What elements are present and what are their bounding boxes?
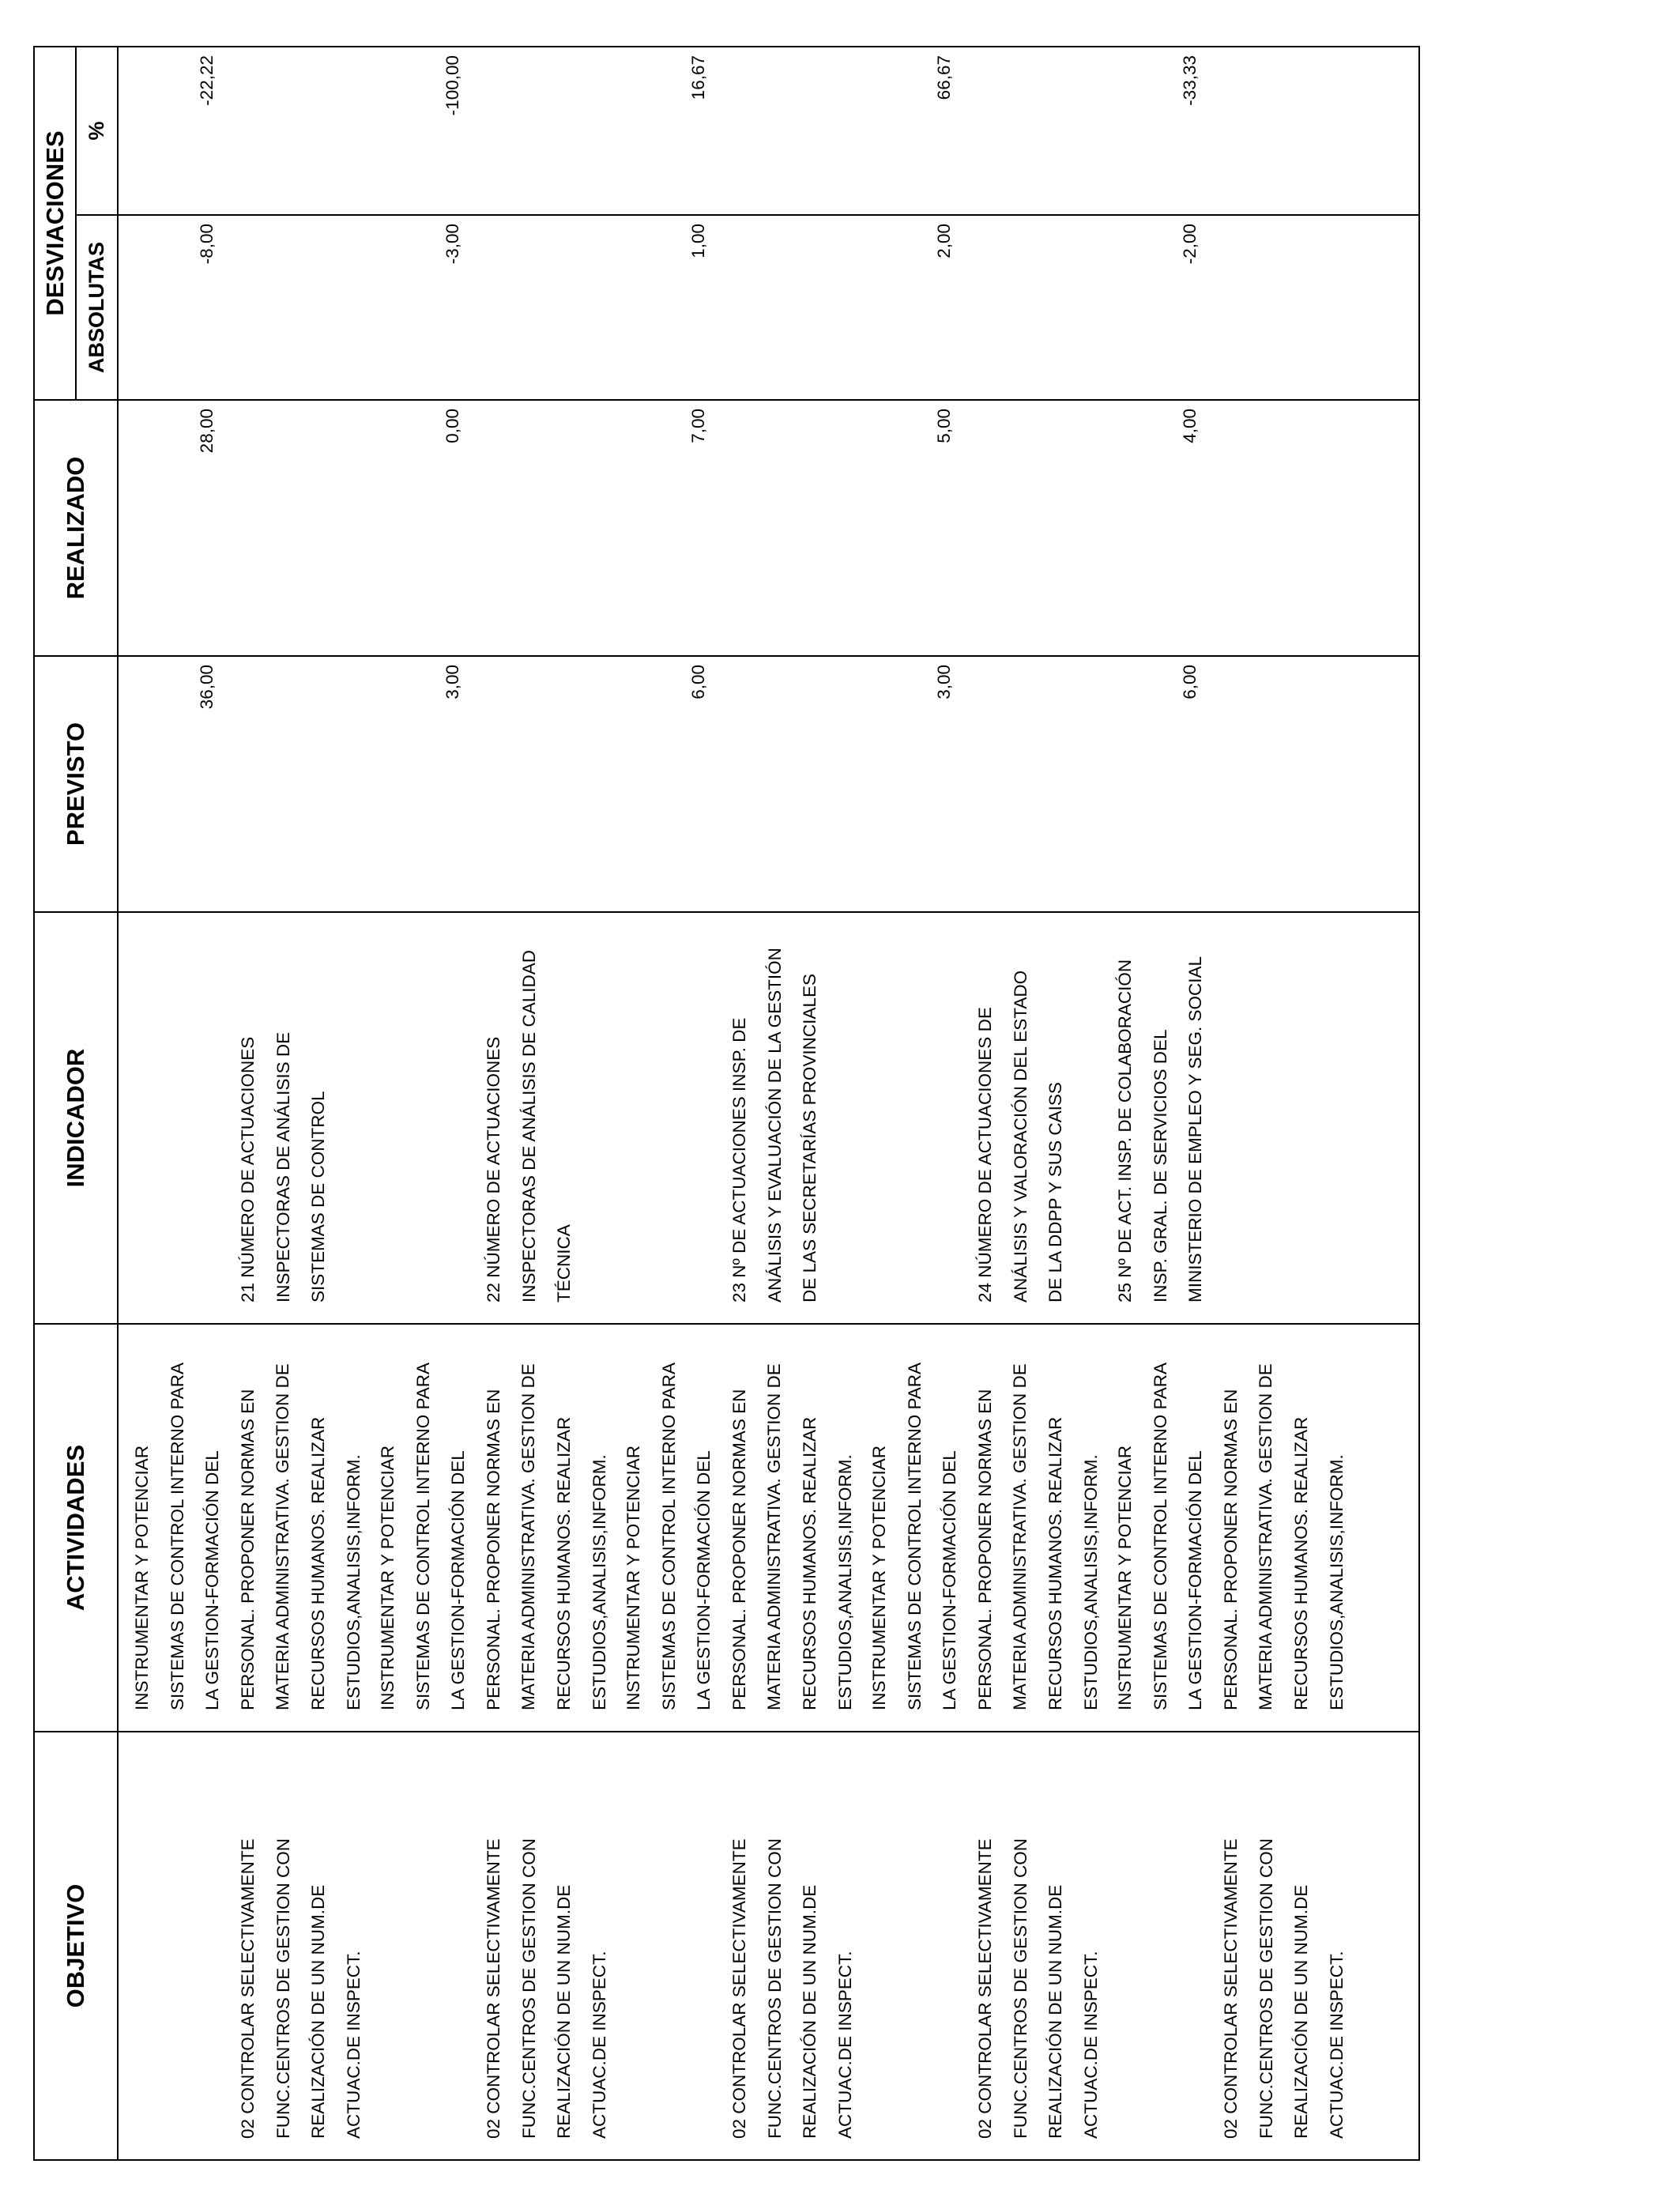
absolutas-value: 1,00 — [688, 224, 708, 258]
absolutas-value: -3,00 — [443, 224, 462, 265]
indicador-cell: 25 Nº DE ACT. INSP. DE COLABORACIÓN INSP. GRAL. DE SERVICIOS DEL MINISTERIO DE EMPLEO Y SEG. SOCIAL — [1115, 956, 1206, 1302]
objetivo-cell: 02 CONTROLAR SELECTIVAMENTE FUNC.CENTROS DE GESTION CON REALIZACIÓN DE UN NUM.DE ACTUAC.DE INSPECT. — [238, 1838, 363, 2139]
header-row — [34, 47, 76, 2160]
realizado-value: 5,00 — [934, 409, 954, 443]
porcentaje-value: -100,00 — [443, 55, 462, 116]
objetivo-cell: 02 CONTROLAR SELECTIVAMENTE FUNC.CENTROS DE GESTION CON REALIZACIÓN DE UN NUM.DE ACTUAC.DE INSPECT. — [975, 1838, 1101, 2139]
header-objetivo: OBJETIVO — [34, 1732, 118, 2160]
objetivo-column — [118, 1732, 1419, 2160]
header-previsto: PREVISTO — [34, 656, 118, 912]
actividades-cell: INSTRUMENTAR Y POTENCIAR SISTEMAS DE CONTROL INTERNO PARA LA GESTION-FORMACIÓN DEL PERSONAL. PROPONER NORMAS EN MATERIA ADMINISTRATIVA. GESTION DE RECURSOS HUMANOS. REALIZAR ESTUDIOS,ANALISIS,INFORM. — [1115, 1362, 1347, 1710]
porcentaje-column — [118, 47, 1419, 215]
realizado-value: 4,00 — [1180, 409, 1200, 443]
objetivo-cell: 02 CONTROLAR SELECTIVAMENTE FUNC.CENTROS DE GESTION CON REALIZACIÓN DE UN NUM.DE ACTUAC.DE INSPECT. — [484, 1838, 609, 2139]
actividades-cell: INSTRUMENTAR Y POTENCIAR SISTEMAS DE CONTROL INTERNO PARA LA GESTION-FORMACIÓN DEL PERSONAL. PROPONER NORMAS EN MATERIA ADMINISTRATIVA. GESTION DE RECURSOS HUMANOS. REALIZAR ESTUDIOS,ANALISIS,INFORM. — [623, 1362, 855, 1710]
indicador-cell: 24 NÚMERO DE ACTUACIONES DE ANÁLISIS Y VALORACIÓN DEL ESTADO DE LA DDPP Y SUS CAISS — [975, 970, 1066, 1302]
header-indicador: INDICADOR — [34, 912, 118, 1324]
header-desviaciones: DESVIACIONES — [34, 47, 76, 400]
actividades-cell: INSTRUMENTAR Y POTENCIAR SISTEMAS DE CONTROL INTERNO PARA LA GESTION-FORMACIÓN DEL PERSONAL. PROPONER NORMAS EN MATERIA ADMINISTRATIVA. GESTION DE RECURSOS HUMANOS. REALIZAR ESTUDIOS,ANALISIS,INFORM. — [132, 1362, 363, 1710]
actividades-column — [118, 1324, 1419, 1732]
absolutas-column — [118, 215, 1419, 400]
objetivo-cell: 02 CONTROLAR SELECTIVAMENTE FUNC.CENTROS DE GESTION CON REALIZACIÓN DE UN NUM.DE ACTUAC.DE INSPECT. — [729, 1838, 855, 2139]
porcentaje-value: 16,67 — [688, 55, 708, 100]
previsto-value: 6,00 — [688, 665, 708, 699]
porcentaje-value: -22,22 — [197, 55, 217, 106]
absolutas-value: -2,00 — [1180, 224, 1200, 265]
header-absolutas: ABSOLUTAS — [76, 215, 118, 400]
previsto-value: 36,00 — [197, 665, 217, 710]
previsto-column — [118, 656, 1419, 912]
previsto-value: 3,00 — [443, 665, 462, 699]
actividades-cell: INSTRUMENTAR Y POTENCIAR SISTEMAS DE CONTROL INTERNO PARA LA GESTION-FORMACIÓN DEL PERSONAL. PROPONER NORMAS EN MATERIA ADMINISTRATIVA. GESTION DE RECURSOS HUMANOS. REALIZAR ESTUDIOS,ANALISIS,INFORM. — [869, 1362, 1101, 1710]
absolutas-value: -8,00 — [197, 224, 217, 265]
realizado-value: 28,00 — [197, 409, 217, 454]
header-actividades: ACTIVIDADES — [34, 1324, 118, 1732]
realizado-value: 0,00 — [443, 409, 462, 443]
header-realizado: REALIZADO — [34, 400, 118, 656]
porcentaje-value: -33,33 — [1180, 55, 1200, 106]
realizado-column — [118, 400, 1419, 656]
indicador-column — [118, 912, 1419, 1324]
header-porcentaje: % — [76, 47, 118, 215]
body-row — [118, 47, 1419, 2160]
actividades-cell: INSTRUMENTAR Y POTENCIAR SISTEMAS DE CONTROL INTERNO PARA LA GESTION-FORMACIÓN DEL PERSONAL. PROPONER NORMAS EN MATERIA ADMINISTRATIVA. GESTION DE RECURSOS HUMANOS. REALIZAR ESTUDIOS,ANALISIS,INFORM. — [378, 1362, 609, 1710]
results-table — [33, 46, 1420, 2161]
realizado-value: 7,00 — [688, 409, 708, 443]
porcentaje-value: 66,67 — [934, 55, 954, 100]
objetivo-cell: 02 CONTROLAR SELECTIVAMENTE FUNC.CENTROS DE GESTION CON REALIZACIÓN DE UN NUM.DE ACTUAC.DE INSPECT. — [1221, 1838, 1347, 2139]
indicador-cell: 22 NÚMERO DE ACTUACIONES INSPECTORAS DE ANÁLISIS DE CALIDAD TÉCNICA — [484, 950, 574, 1302]
indicador-cell: 21 NÚMERO DE ACTUACIONES INSPECTORAS DE ANÁLISIS DE SISTEMAS DE CONTROL — [238, 1031, 329, 1302]
previsto-value: 3,00 — [934, 665, 954, 699]
indicador-cell: 23 Nº DE ACTUACIONES INSP. DE ANÁLISIS Y EVALUACIÓN DE LA GESTIÓN DE LAS SECRETARÍAS PROVINCIALES — [729, 948, 820, 1302]
previsto-value: 6,00 — [1180, 665, 1200, 699]
absolutas-value: 2,00 — [934, 224, 954, 258]
